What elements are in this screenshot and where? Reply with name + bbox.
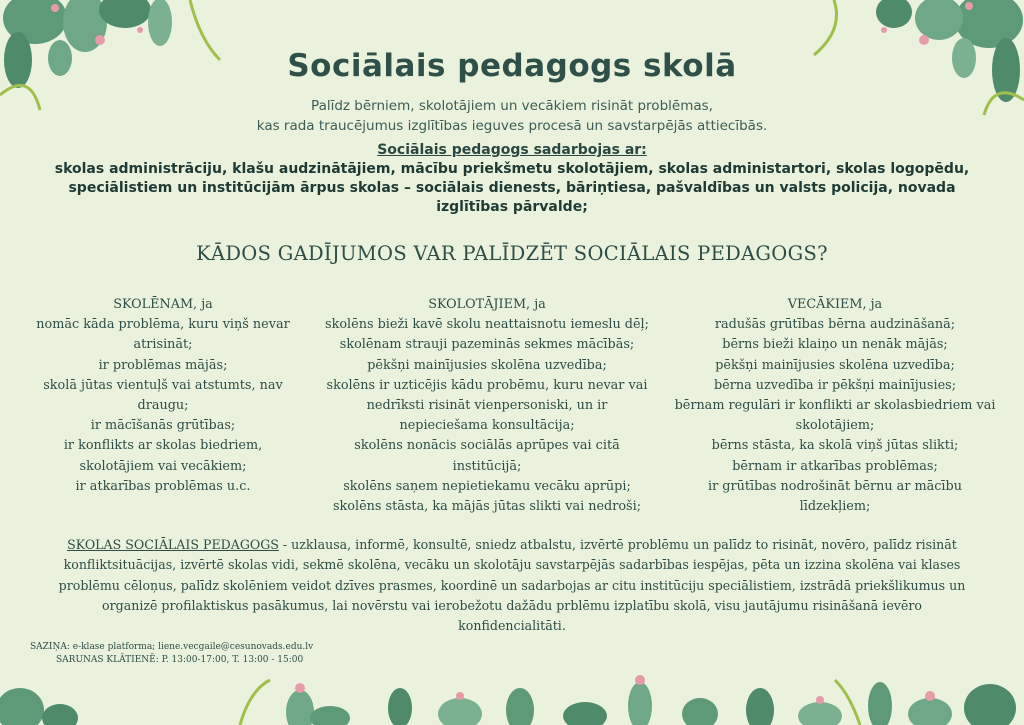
column-parents (660, 295, 1010, 517)
column-line: ir mācīšanās grūtības; (90, 418, 236, 434)
column-line: skolotājiem; (795, 418, 875, 434)
contact-line-2: SARUNAS KLĀTIENĒ: P. 13:00-17:00, T. 13:00 - 15:00 (56, 655, 304, 665)
role-text: - uzklausa, informē, konsultē, sniedz atbalstu, izvērtē problēmu un palīdz to risināt, novēro, palīdz risināt konfliktsituācijas, izvērtē skolas vidi, sekmē skolēna, vecāku un skolotāju savstarpējās sadarbības iespējas, pēta un izzina skolēna vai klases problēmu cēloņus, palīdz skolēniem veidot dzīves prasmes, koordinē un sadarbojas ar citu institūciju speciālistiem, izstrādā priekšlikumus un organizē profilaktiskus pasākumus, lai novērstu vai ierobežotu dažādu prblēmu izplatību skolā, visu jautājumu risināšanā ievēro konfidencialitāti. (58, 537, 966, 634)
question-heading: KĀDOS GADĪJUMOS VAR PALĪDZĒT SOCIĀLAIS PEDAGOGS? (196, 242, 828, 265)
column-line: skolēns nonācis sociālās aprūpes vai citā (354, 438, 620, 454)
column-line: ir grūtības nodrošināt bērnu ar mācību (708, 478, 962, 494)
column-line: līdzekļiem; (799, 499, 871, 515)
intro-line-1: Palīdz bērniem, skolotājiem un vecākiem risināt problēmas, (311, 98, 713, 114)
column-teachers (312, 295, 662, 517)
column-line: ir atkarības problēmas u.c. (75, 478, 251, 494)
column-students (18, 295, 308, 497)
column-line: draugu; (137, 398, 189, 414)
column-line: pēkšņi mainījusies skolēna uzvedība; (715, 357, 955, 373)
column-line: skolēns ir uzticējis kādu probēmu, kuru nevar vai (326, 377, 648, 393)
column-line: skolēnam strauji pazeminās sekmes mācībās; (339, 337, 635, 353)
column-line: skolēns saņem nepietiekamu vecāku aprūpi; (343, 478, 631, 494)
column-line: bērnam regulāri ir konflikti ar skolasbiedriem vai (674, 398, 996, 414)
column-line: skolā jūtas vientuļš vai atstumts, nav (43, 377, 283, 393)
column-line: atrisināt; (133, 337, 193, 353)
column-line: radušās grūtības bērna audzināšanā; (714, 317, 956, 333)
cooperation-heading: Sociālais pedagogs sadarbojas ar: (377, 142, 647, 158)
role-name: SKOLAS SOCIĀLAIS PEDAGOGS (67, 537, 279, 552)
role-description (52, 535, 972, 636)
intro-text (150, 96, 874, 136)
column-line: ir konflikts ar skolas biedriem, (63, 438, 263, 454)
column-line: nedrīksti risināt vienpersoniski, un ir (366, 398, 608, 414)
column-line: bērns bieži klaiņo un nenāk mājās; (722, 337, 948, 353)
column-line: pēkšņi mainījusies skolēna uzvedība; (367, 357, 607, 373)
contact-line-1: SAZIŅA: e-klase platforma; liene.vecgaile@cesunovads.edu.lv (30, 642, 314, 652)
column-line: skolēns stāsta, ka mājās jūtas slikti vai nedroši; (332, 499, 642, 515)
column-line: nomāc kāda problēma, kuru viņš nevar (36, 317, 290, 333)
page-title: Sociālais pedagogs skolā (287, 48, 737, 84)
column-line: VECĀKIEM, ja (787, 297, 883, 312)
intro-line-2: kas rada traucējumus izglītības ieguves procesā un savstarpējās attiecībās. (256, 118, 768, 134)
column-line: bērna uzvedība ir pēkšņi mainījusies; (713, 377, 957, 393)
column-line: nepieciešama konsultācija; (399, 418, 575, 434)
column-line: SKOLĒNAM, ja (113, 297, 213, 312)
column-line: institūcijā; (452, 458, 522, 474)
column-line: SKOLOTĀJIEM, ja (428, 297, 546, 312)
column-line: bērns stāsta, ka skolā viņš jūtas slikti; (711, 438, 959, 454)
contact-info (30, 641, 450, 667)
column-line: skolēns bieži kavē skolu neattaisnotu iemeslu dēļ; (325, 317, 649, 333)
column-line: ir problēmas mājās; (98, 357, 228, 373)
column-line: bērnam ir atkarības problēmas; (732, 458, 938, 474)
cooperation-text: skolas administrāciju, klašu audzinātājiem, mācību priekšmetu skolotājiem, skolas administartori, skolas logopēdu, speciālistiem un institūcijām ārpus skolas – sociālais dienests, bāriņtiesa, pašvaldības un valsts policija, novada izglītības pārvalde; (54, 161, 970, 215)
column-line: skolotājiem vai vecākiem; (79, 458, 247, 474)
